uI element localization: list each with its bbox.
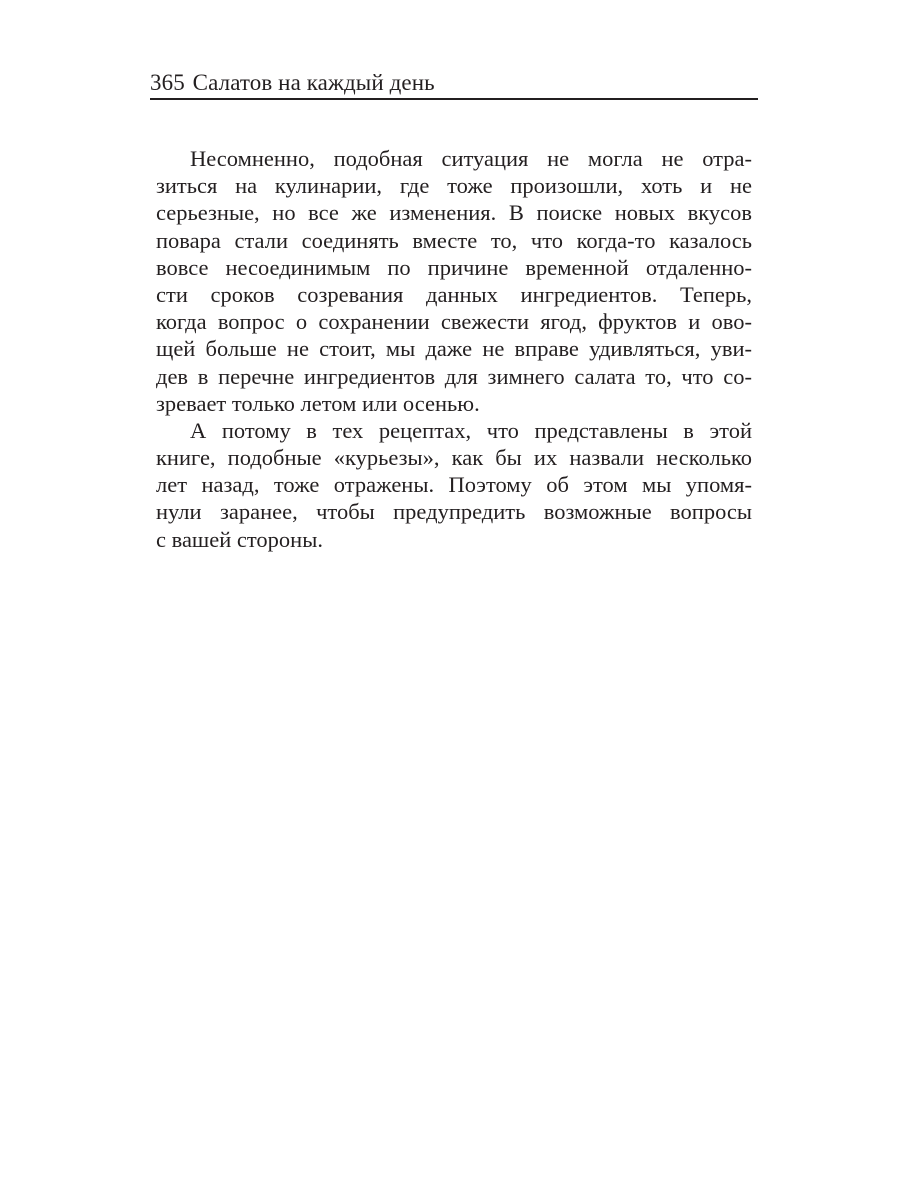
text-line: дев в перечне ингредиентов для зимнего салата то, что со-	[156, 363, 752, 389]
text-line: вовсе несоединимым по причине временной отдаленно-	[156, 254, 752, 280]
text-line: Несомненно, подобная ситуация не могла не отра-	[190, 146, 752, 171]
text-line: сти сроков созревания данных ингредиентов. Теперь,	[156, 281, 752, 307]
book-title: Салатов на каждый день	[192, 70, 435, 95]
text-line: с вашей стороны.	[156, 526, 323, 552]
text-line: А потому в тех рецептах, что представлены в этой	[190, 417, 752, 443]
page-number: 365	[150, 70, 185, 95]
text-line: когда вопрос о сохранении свежести ягод, фруктов и ово-	[156, 309, 752, 335]
text-line: серьезные, но все же изменения. В поиске новых вкусов	[156, 200, 752, 226]
text-line: книге, подобные «курьезы», как бы их назвали несколько	[156, 445, 752, 471]
text-line: повара стали соединять вместе то, что когда-то казалось	[156, 227, 752, 253]
paragraph-1	[156, 145, 752, 417]
paragraph-2	[156, 417, 752, 553]
text-line: зревает только летом или осенью.	[156, 390, 480, 416]
body-text	[156, 145, 752, 553]
text-line: зиться на кулинарии, где тоже произошли, хоть и не	[156, 173, 752, 199]
text-line: лет назад, тоже отражены. Поэтому об этом мы упомя-	[156, 472, 752, 498]
text-line: щей больше не стоит, мы даже не вправе удивляться, уви-	[156, 336, 752, 362]
text-line: нули заранее, чтобы предупредить возможные вопросы	[156, 499, 752, 525]
running-head	[150, 68, 758, 100]
